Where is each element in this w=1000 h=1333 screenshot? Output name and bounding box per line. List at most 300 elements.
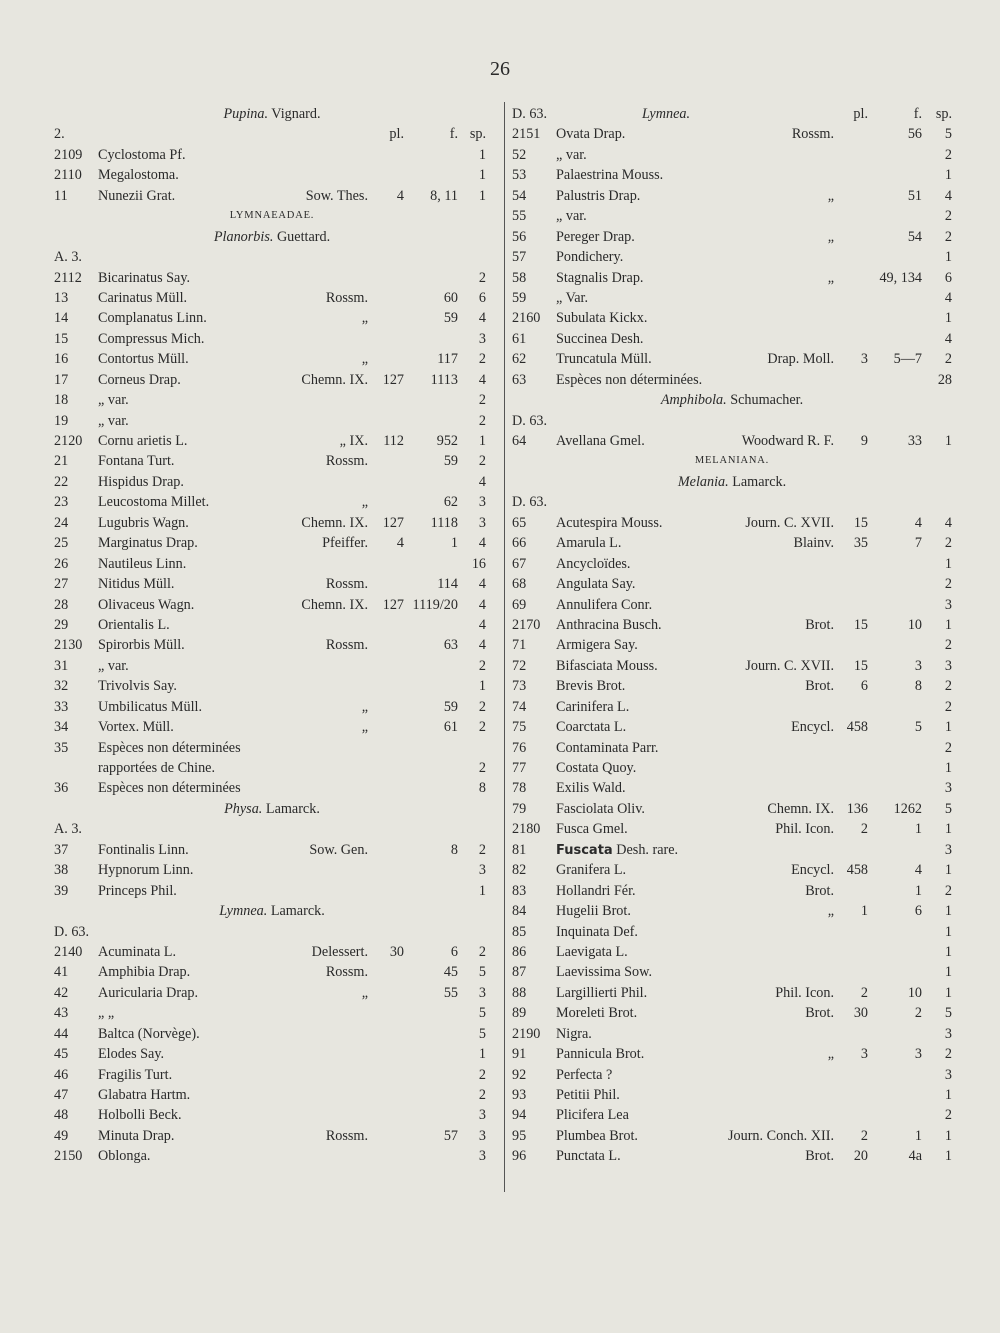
entry-number: 14 [54,310,69,327]
entry-number: 92 [512,1066,527,1083]
specimen-count: 2 [944,698,952,715]
specimen-count: 2 [478,412,486,429]
specimen-count: 2 [944,208,952,225]
entry-number: 47 [54,1087,69,1103]
species-name: Fusca Gmel. [556,821,628,838]
entry-number: 36 [54,780,69,797]
reference-author: Journ. C. XVII. [745,657,834,674]
reference-author: Brot. [805,678,834,695]
entry-line [512,1065,952,1085]
reference-author: Encycl. [791,862,834,879]
species-name: Elodes Say. [98,1046,165,1063]
genus-name: Lymnea. [219,903,268,920]
plate-number: 4 [396,535,404,552]
entry-number: 45 [54,1046,69,1063]
species-name: Laevissima Sow. [556,964,653,981]
entry-line [54,615,490,635]
entry-line [512,1085,952,1105]
entry-line [54,472,490,492]
entry-line [512,268,952,288]
reference-author: Encycl. [791,719,834,736]
page-number: 26 [490,58,510,80]
figure-number: 56 [907,126,922,143]
figure-number: 5 [914,719,922,736]
entry-line [54,513,490,533]
entry-line [54,390,490,410]
entry-number: 17 [54,371,69,388]
species-name: Hollandri Fér. [556,882,636,899]
entry-line [54,186,490,206]
figure-number: 1 [914,882,922,899]
species-name: Spirorbis Müll. [98,637,185,654]
species-name: Carinifera L. [556,698,630,715]
specimen-count: 2 [478,453,486,470]
species-name: Complanatus Linn. [98,310,207,327]
entry-line [54,145,490,165]
figure-number: 1 [914,1127,922,1144]
species-name: Exilis Wald. [556,780,626,797]
reference-author: Drap. Moll. [767,351,834,368]
genus-name: Pupina. [223,106,269,122]
specimen-count: 4 [944,330,952,347]
entry-line [512,1146,952,1166]
figure-number: 7 [914,535,922,552]
reference-author: Rossm. [325,1127,368,1144]
entry-number: 55 [512,208,527,225]
entry-line [54,799,490,819]
specimen-count: 1 [944,310,952,327]
entry-number: 43 [54,1005,69,1022]
entry-number: 24 [54,514,69,531]
specimen-count: 1 [944,433,952,449]
specimen-count: 2 [944,739,952,756]
specimen-count: 4 [478,596,486,613]
figure-number: 33 [907,433,922,449]
species-name: Cornu arietis L. [98,433,188,449]
figure-number: 3 [914,657,922,674]
specimen-count: 1 [944,760,952,776]
specimen-count: 1 [478,146,486,163]
species-name: Pondichery. [556,249,624,266]
entry-number: 13 [54,289,69,306]
entry-number: 37 [54,841,69,858]
entry-number: 62 [512,351,527,368]
specimen-count: 2 [478,698,486,715]
entry-number: 25 [54,535,69,552]
entry-number: 2180 [512,821,541,838]
plate-number: 127 [382,514,404,531]
entry-number: 38 [54,862,69,879]
reference-author: Blainv. [793,535,834,552]
entry-number: 2190 [512,1025,541,1042]
entry-number: 2160 [512,310,541,327]
reference-author: Phil. Icon. [775,821,834,838]
entry-line [512,962,952,982]
species-name: Coarctata L. [556,719,627,736]
species-name: Carinatus Müll. [98,289,188,306]
figure-number: 45 [443,964,458,981]
plate-number: 15 [853,616,868,633]
species-name: Corneus Drap. [98,371,181,388]
entry-number: 2170 [512,616,541,633]
genus-name: Lymnea. [641,106,691,122]
entry-number: 35 [54,739,69,756]
species-name: Punctata L. [556,1148,621,1165]
entry-number: 49 [54,1127,69,1144]
reference-author: Rossm. [325,637,368,654]
specimen-count: 6 [478,289,486,306]
entry-line [54,901,490,921]
figure-number: 8 [450,841,458,858]
entry-line [54,922,490,942]
species-name: Contortus Müll. [98,351,189,368]
entry-line [512,1105,952,1125]
species-name: Annulifera Conr. [556,596,653,613]
specimen-count: 5 [478,964,486,981]
species-name: Holbolli Beck. [98,1107,182,1124]
specimen-count: 2 [944,146,952,163]
entry-line [54,819,490,839]
specimen-count: 1 [478,678,486,695]
reference-author: Rossm. [791,126,834,143]
reference-author: „ [827,187,834,204]
entry-number: 29 [54,616,69,633]
specimen-count: 2 [944,1046,952,1063]
species-name: Truncatula Müll. [556,351,652,368]
entry-line [512,349,952,369]
genus-header: Lymnea. Lamarck. [219,903,325,920]
reference-author: „ [827,269,834,286]
reference-author: Journ. Conch. XII. [728,1127,834,1144]
entry-line [512,492,952,512]
entry-line [512,942,952,962]
species-name: Laevigata L. [556,943,628,960]
entry-number: 68 [512,576,527,593]
figure-number: 1 [914,821,922,838]
entry-number: 2130 [54,637,83,654]
specimen-count: 5 [944,126,952,143]
reference-author: Chemn. IX. [301,514,368,531]
figure-number: 1118 [430,514,458,531]
entry-line [54,268,490,288]
entry-line [512,513,952,533]
specimen-count: 1 [944,616,952,633]
entry-number: 48 [54,1107,69,1124]
figure-number: 1119/20 [412,596,458,613]
species-name: Angulata Say. [556,576,636,593]
entry-line [512,165,952,185]
entry-number: 77 [512,760,527,776]
entry-line [512,411,952,431]
left-column [54,104,490,1167]
entry-line [512,431,952,451]
figure-number: 1113 [430,371,458,388]
plate-number: 2 [860,821,868,838]
reference-author: „ [827,1046,834,1063]
entry-line [54,1146,490,1166]
species-name: Succinea Desh. [556,330,644,347]
entry-number: 32 [54,678,69,695]
entry-line [512,451,952,471]
specimen-count: 3 [478,1127,486,1144]
entry-line [54,308,490,328]
entry-line [512,124,952,144]
entry-line [54,247,490,267]
entry-number: 73 [512,678,527,695]
entry-number: 83 [512,882,527,899]
genus-name: Physa. [224,800,263,817]
entry-line [512,656,952,676]
plate-number: 112 [383,433,404,449]
species-bold: Fuscata [556,842,613,858]
entry-number: 28 [54,596,69,613]
species-name: Nautileus Linn. [98,555,187,572]
entry-number: 11 [54,187,68,204]
genus-header [512,104,820,124]
entry-line [512,819,952,839]
figure-number: 49, 134 [879,269,922,286]
plate-number: 458 [846,719,868,736]
species-name: Princeps Phil. [98,882,177,899]
specimen-count: 4 [478,310,486,327]
specimen-count: 4 [478,576,486,593]
entry-line [54,349,490,369]
entry-line [512,697,952,717]
genus-header: Pupina. Vignard. [223,106,321,122]
specimen-count: 5 [944,800,952,817]
specimen-count: 2 [944,678,952,695]
figure-number: 54 [907,228,922,245]
reference-author: „ [361,719,368,736]
entry-number: 53 [512,167,527,184]
species-name: „ „ [98,1005,115,1022]
col-head-f: f. [449,126,458,143]
specimen-count: 3 [944,1025,952,1042]
entry-line [512,1126,952,1146]
entry-number: 84 [512,903,527,920]
reference-author: „ [827,228,834,245]
entry-line [512,1024,952,1044]
specimen-count: 8 [478,780,486,797]
entry-line [512,635,952,655]
entry-line [54,778,490,798]
entry-line [54,962,490,982]
species-name: Vortex. Müll. [98,719,174,736]
specimen-count: 1 [944,1127,952,1144]
specimen-count: 4 [944,187,952,204]
species-name: Hispidus Drap. [98,473,184,490]
reference-author: Chemn. IX. [767,800,834,817]
entry-number: 34 [54,719,69,736]
reference-author: „ [827,903,834,920]
figure-number: 1262 [893,800,922,817]
reference-author: Journ. C. XVII. [745,514,834,531]
entry-line [512,860,952,880]
section-ref: D. 63. [512,412,548,429]
species-name: Ancycloïdes. [556,555,631,572]
specimen-count: 3 [478,330,486,347]
figure-number: 10 [907,984,922,1001]
species-name: Fuscata Desh. rare. [556,841,679,858]
entry-line [512,472,952,492]
col-head-sp: sp. [935,106,952,122]
entry-line [54,574,490,594]
specimen-count: 2 [944,351,952,368]
specimen-count: 1 [944,719,952,736]
plate-number: 3 [860,351,868,368]
plate-number: 15 [853,514,868,531]
entry-line [54,881,490,901]
figure-number: 8, 11 [430,187,458,204]
entry-number: 59 [512,289,527,306]
plate-number: 15 [853,657,868,674]
species-name: rapportées de Chine. [98,760,216,776]
section-ref: D. 63. [512,106,548,122]
species-name: Fragilis Turt. [98,1066,173,1083]
entry-number: 42 [54,984,69,1001]
plate-number: 30 [853,1005,868,1022]
entry-line [54,840,490,860]
entry-line [512,247,952,267]
reference-author: Brot. [805,882,834,899]
entry-line [512,901,952,921]
reference-author: Rossm. [325,453,368,470]
entry-line [54,1024,490,1044]
entry-number: 2151 [512,126,541,143]
plate-number: 9 [860,433,868,449]
specimen-count: 1 [478,187,486,204]
reference-author: Rossm. [325,289,368,306]
specimen-count: 2 [478,351,486,368]
figure-number: 59 [443,698,458,715]
specimen-count: 2 [478,760,486,776]
entry-line [54,492,490,512]
plate-number: 127 [382,596,404,613]
entry-line [54,697,490,717]
entry-number: 95 [512,1127,527,1144]
entry-line [512,799,952,819]
specimen-count: 1 [944,249,952,266]
entry-number: 78 [512,780,527,797]
entry-line [512,983,952,1003]
entry-number: 91 [512,1046,527,1063]
col-head-pl: pl. [389,126,404,143]
entry-line [54,717,490,737]
specimen-count: 16 [471,555,486,572]
figure-number: 8 [914,678,922,695]
right-column [512,104,952,1167]
entry-number: 31 [54,657,69,674]
specimen-count: 3 [478,862,486,879]
specimen-count: 5 [478,1005,486,1022]
entry-number: 2110 [54,167,82,184]
entry-line [512,186,952,206]
specimen-count: 2 [944,576,952,593]
entry-line [54,451,490,471]
figure-number: 61 [443,719,458,736]
specimen-count: 3 [478,514,486,531]
species-name: Stagnalis Drap. [556,269,644,286]
plate-number: 136 [846,800,868,817]
entry-number: 56 [512,228,527,245]
species-name: „ Var. [556,289,589,306]
entry-number: 2112 [54,269,82,286]
specimen-count: 2 [478,943,486,960]
entry-line [54,227,490,247]
figure-number: 2 [914,1005,922,1022]
species-name: Inquinata Def. [556,923,638,940]
specimen-count: 2 [478,269,486,286]
entry-number: 15 [54,330,69,347]
reference-author: Chemn. IX. [301,596,368,613]
species-name: Leucostoma Millet. [98,494,210,511]
species-name: Nitidus Müll. [98,576,175,593]
specimen-count: 1 [944,903,952,920]
entry-line [54,1044,490,1064]
specimen-count: 3 [944,657,952,674]
entry-line [512,288,952,308]
entry-line [512,533,952,553]
species-name: Marginatus Drap. [98,535,198,552]
entry-number: 81 [512,841,527,858]
plate-number: 35 [853,535,868,552]
entry-line [512,1044,952,1064]
specimen-count: 2 [944,228,952,245]
entry-line [54,104,490,124]
reference-author: Brot. [805,1005,834,1022]
entry-line [54,411,490,431]
species-name: Palaestrina Mouss. [556,167,664,184]
entry-number: 96 [512,1148,527,1165]
figure-number: 57 [443,1127,458,1144]
entry-line [512,595,952,615]
entry-line [512,329,952,349]
figure-number: 3 [914,1046,922,1063]
species-name: Nunezii Grat. [98,187,176,204]
entry-line [512,758,952,778]
entry-line [54,942,490,962]
entry-number: 72 [512,657,527,674]
species-name: Avellana Gmel. [556,433,645,449]
figure-number: 4 [914,514,922,531]
specimen-count: 1 [944,923,952,940]
col-head-f: f. [913,106,922,122]
entry-line [54,554,490,574]
species-name: Armigera Say. [556,637,638,654]
entry-number: 46 [54,1066,69,1083]
species-name: Pereger Drap. [556,228,635,245]
specimen-count: 6 [944,269,952,286]
specimen-count: 2 [944,535,952,552]
species-name: Espèces non déterminées. [556,371,703,388]
specimen-count: 4 [944,514,952,531]
species-name: Contaminata Parr. [556,739,659,756]
entry-number: 54 [512,187,527,204]
species-name: „ var. [556,208,587,225]
species-name: Bicarinatus Say. [98,269,191,286]
specimen-count: 2 [944,637,952,654]
species-name: „ var. [98,412,129,429]
entry-number: 64 [512,433,527,449]
entry-line [512,390,952,410]
figure-number: 59 [443,310,458,327]
plate-number: 30 [389,943,404,960]
family-header: MELANIANA. [694,455,770,467]
species-name: Granifera L. [556,862,627,879]
specimen-count: 3 [478,494,486,511]
reference-author: „ IX. [339,433,368,449]
plate-number: 20 [853,1148,868,1165]
